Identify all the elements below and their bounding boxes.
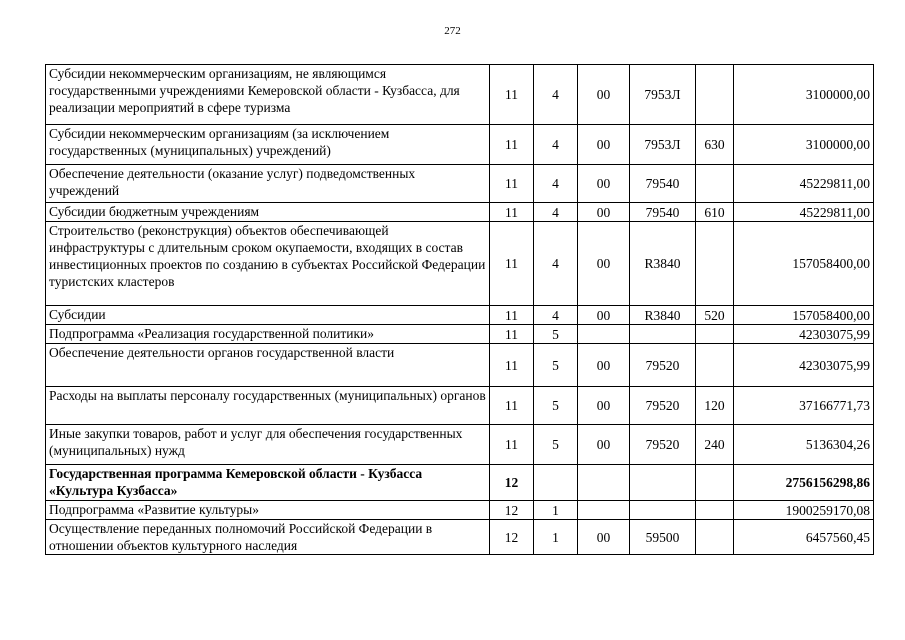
row-expense-code: 79520	[630, 387, 696, 425]
table-row	[46, 520, 874, 555]
row-expense-code: 59500	[630, 520, 696, 555]
row-name: Строительство (реконструкция) объектов обеспечивающей инфраструктуры с длительным сроком окупаемости, входящих в состав инвестиционных проектов по созданию в субъектах Российской Федерации туристских кластеров	[46, 222, 490, 306]
row-amount: 5136304,26	[734, 425, 874, 465]
row-expense-code: R3840	[630, 222, 696, 306]
row-amount: 45229811,00	[734, 203, 874, 222]
row-amount: 42303075,99	[734, 344, 874, 387]
row-name: Субсидии бюджетным учреждениям	[46, 203, 490, 222]
row-program-code: 12	[490, 465, 534, 501]
row-program-code: 11	[490, 344, 534, 387]
row-expense-code: 79540	[630, 165, 696, 203]
table-row	[46, 65, 874, 125]
page-number: 272	[444, 25, 461, 37]
row-name: Обеспечение деятельности органов государственной власти	[46, 344, 490, 387]
row-program-code: 12	[490, 501, 534, 520]
row-direction-code: 00	[578, 65, 630, 125]
row-program-code: 11	[490, 203, 534, 222]
table-row	[46, 465, 874, 501]
table-row	[46, 222, 874, 306]
row-direction-code	[578, 501, 630, 520]
row-expense-type: 630	[696, 125, 734, 165]
row-name: Иные закупки товаров, работ и услуг для обеспечения государственных (муниципальных) нужд	[46, 425, 490, 465]
row-amount: 1900259170,08	[734, 501, 874, 520]
row-direction-code: 00	[578, 387, 630, 425]
row-direction-code: 00	[578, 306, 630, 325]
row-expense-code: R3840	[630, 306, 696, 325]
row-subprogram-code: 1	[534, 520, 578, 555]
row-direction-code	[578, 325, 630, 344]
row-expense-type	[696, 520, 734, 555]
row-amount: 157058400,00	[734, 222, 874, 306]
row-expense-code: 79520	[630, 344, 696, 387]
row-expense-type: 120	[696, 387, 734, 425]
budget-table	[45, 64, 874, 555]
row-expense-code	[630, 465, 696, 501]
row-subprogram-code: 4	[534, 165, 578, 203]
row-subprogram-code: 4	[534, 306, 578, 325]
row-amount: 3100000,00	[734, 65, 874, 125]
row-expense-type: 520	[696, 306, 734, 325]
row-subprogram-code: 5	[534, 344, 578, 387]
row-subprogram-code: 5	[534, 425, 578, 465]
row-subprogram-code	[534, 465, 578, 501]
row-program-code: 11	[490, 425, 534, 465]
row-amount: 42303075,99	[734, 325, 874, 344]
row-amount: 6457560,45	[734, 520, 874, 555]
row-subprogram-code: 4	[534, 222, 578, 306]
table-row	[46, 501, 874, 520]
table-row	[46, 425, 874, 465]
row-expense-code: 79520	[630, 425, 696, 465]
row-amount: 2756156298,86	[734, 465, 874, 501]
table-row	[46, 387, 874, 425]
row-amount: 45229811,00	[734, 165, 874, 203]
row-name: Осуществление переданных полномочий Российской Федерации в отношении объектов культурного наследия	[46, 520, 490, 555]
row-program-code: 11	[490, 65, 534, 125]
table-row	[46, 125, 874, 165]
row-direction-code: 00	[578, 344, 630, 387]
row-name: Подпрограмма «Развитие культуры»	[46, 501, 490, 520]
row-subprogram-code: 5	[534, 325, 578, 344]
row-expense-type	[696, 165, 734, 203]
row-expense-code: 7953Л	[630, 65, 696, 125]
row-expense-code	[630, 325, 696, 344]
row-expense-type	[696, 501, 734, 520]
row-amount: 3100000,00	[734, 125, 874, 165]
row-direction-code: 00	[578, 125, 630, 165]
row-expense-type	[696, 65, 734, 125]
row-name: Субсидии	[46, 306, 490, 325]
row-direction-code: 00	[578, 165, 630, 203]
row-subprogram-code: 4	[534, 65, 578, 125]
row-subprogram-code: 4	[534, 125, 578, 165]
row-expense-type	[696, 325, 734, 344]
row-expense-type: 240	[696, 425, 734, 465]
table-row	[46, 165, 874, 203]
row-name: Субсидии некоммерческим организациям, не являющимся государственными учреждениями Кемеровской области - Кузбасса, для реализации мероприятий в сфере туризма	[46, 65, 490, 125]
row-expense-type: 610	[696, 203, 734, 222]
row-amount: 37166771,73	[734, 387, 874, 425]
row-program-code: 11	[490, 165, 534, 203]
row-program-code: 11	[490, 325, 534, 344]
row-expense-type	[696, 465, 734, 501]
row-expense-code: 79540	[630, 203, 696, 222]
row-name: Субсидии некоммерческим организациям (за исключением государственных (муниципальных) учреждений)	[46, 125, 490, 165]
row-subprogram-code: 1	[534, 501, 578, 520]
table-row	[46, 325, 874, 344]
row-name: Подпрограмма «Реализация государственной политики»	[46, 325, 490, 344]
row-expense-code: 7953Л	[630, 125, 696, 165]
row-expense-code	[630, 501, 696, 520]
row-program-code: 11	[490, 125, 534, 165]
row-name: Обеспечение деятельности (оказание услуг) подведомственных учреждений	[46, 165, 490, 203]
row-subprogram-code: 4	[534, 203, 578, 222]
table-row	[46, 344, 874, 387]
row-name: Расходы на выплаты персоналу государственных (муниципальных) органов	[46, 387, 490, 425]
row-program-code: 11	[490, 306, 534, 325]
row-direction-code: 00	[578, 203, 630, 222]
row-program-code: 11	[490, 222, 534, 306]
row-expense-type	[696, 222, 734, 306]
row-subprogram-code: 5	[534, 387, 578, 425]
row-direction-code: 00	[578, 425, 630, 465]
row-direction-code: 00	[578, 222, 630, 306]
row-program-code: 11	[490, 387, 534, 425]
table-row	[46, 306, 874, 325]
row-program-code: 12	[490, 520, 534, 555]
row-direction-code: 00	[578, 520, 630, 555]
row-expense-type	[696, 344, 734, 387]
row-amount: 157058400,00	[734, 306, 874, 325]
table-row	[46, 203, 874, 222]
row-direction-code	[578, 465, 630, 501]
row-name: Государственная программа Кемеровской области - Кузбасса «Культура Кузбасса»	[46, 465, 490, 501]
